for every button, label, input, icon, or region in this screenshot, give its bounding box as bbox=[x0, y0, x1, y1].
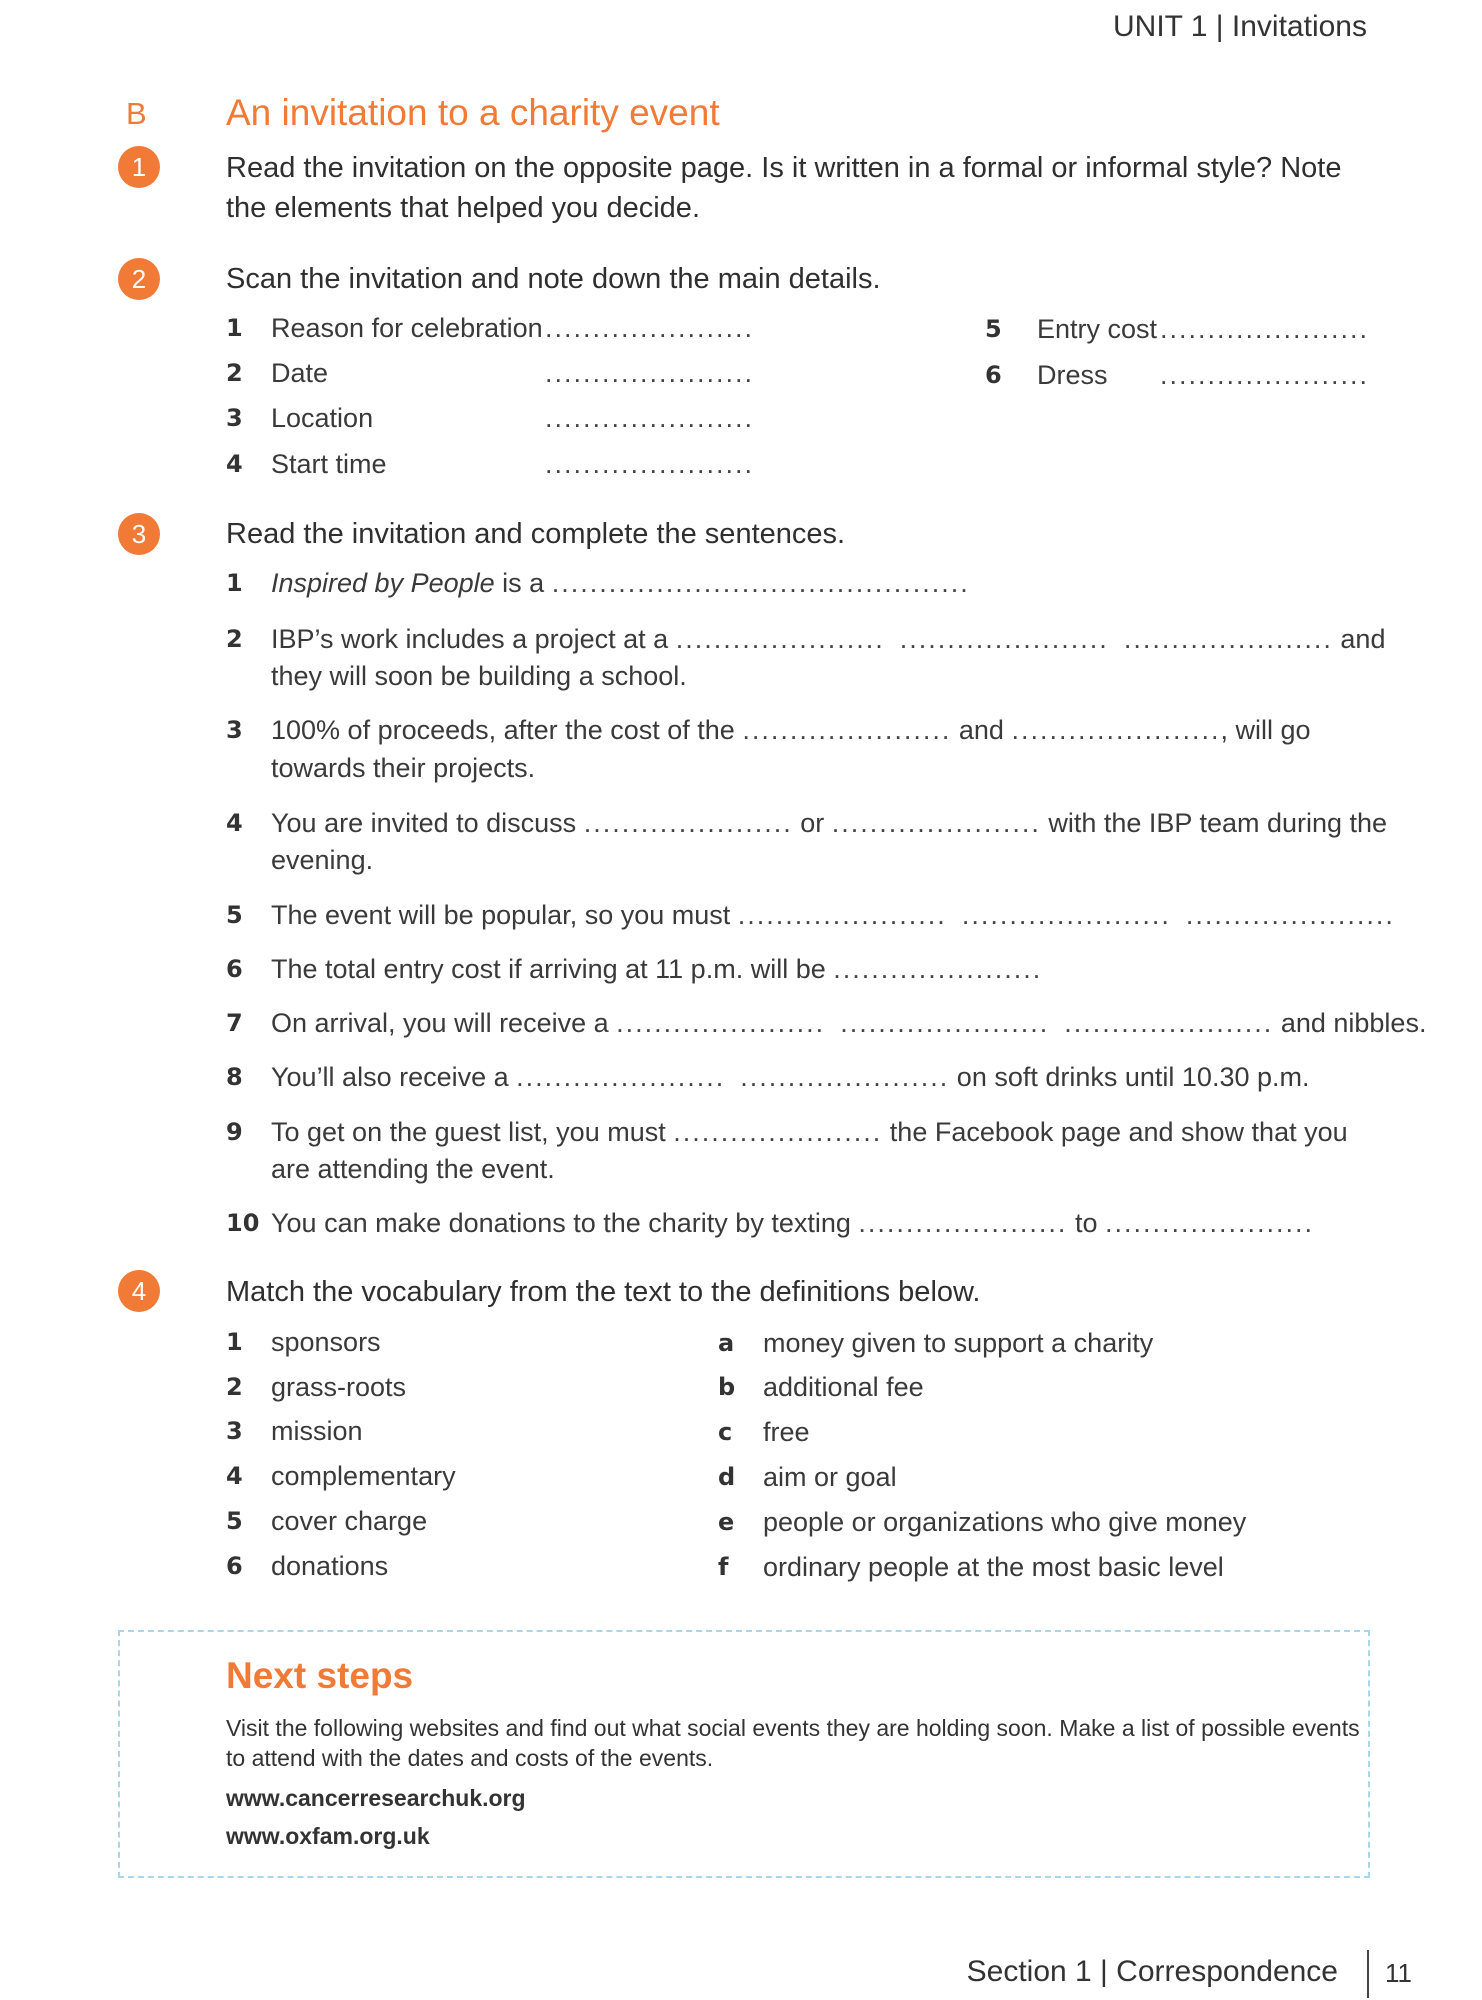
answer-blank[interactable]: ...................... bbox=[545, 403, 755, 433]
answer-blank[interactable]: ...................... bbox=[858, 1208, 1068, 1238]
answer-blank[interactable]: ...................... bbox=[899, 624, 1109, 654]
answer-blank[interactable]: ............................................ bbox=[551, 568, 970, 598]
answer-blank[interactable]: ...................... bbox=[1123, 624, 1333, 654]
sentence-text: 100% of proceeds, after the cost of the bbox=[271, 715, 735, 745]
sentence-text: On arrival, you will receive a bbox=[271, 1008, 609, 1038]
sentence-text: IBP’s work includes a project at a bbox=[271, 624, 669, 654]
sentence-text: You are invited to discuss bbox=[271, 808, 577, 838]
sentence-text: and nibbles. bbox=[1280, 1008, 1427, 1038]
sentence-number: 8 bbox=[226, 1063, 243, 1091]
answer-blank[interactable]: ...................... bbox=[545, 358, 755, 388]
definition-text: money given to support a charity bbox=[763, 1328, 1154, 1358]
answer-blank[interactable]: ...................... bbox=[1105, 1208, 1315, 1238]
detail-number: 1 bbox=[226, 314, 243, 342]
answer-blank[interactable]: ...................... bbox=[840, 1008, 1050, 1038]
vocab-word: cover charge bbox=[271, 1506, 428, 1536]
answer-blank[interactable]: ...................... bbox=[1185, 900, 1395, 930]
detail-label: Dress bbox=[1037, 360, 1108, 390]
definition-letter: f bbox=[718, 1553, 729, 1581]
sentence-text: the Facebook page and show that you bbox=[889, 1117, 1348, 1147]
sentence-number: 6 bbox=[226, 955, 243, 983]
exercise-number-4: 4 bbox=[118, 1270, 160, 1312]
vocab-number: 6 bbox=[226, 1552, 243, 1580]
answer-blank[interactable]: ...................... bbox=[740, 1062, 950, 1092]
definition-text: aim or goal bbox=[763, 1462, 897, 1492]
vocab-word: mission bbox=[271, 1416, 363, 1446]
detail-label: Location bbox=[271, 403, 374, 433]
sentence-number: 10 bbox=[226, 1209, 260, 1237]
website-link[interactable]: www.cancerresearchuk.org bbox=[226, 1785, 526, 1811]
answer-blank[interactable]: ...................... bbox=[675, 624, 885, 654]
answer-blank[interactable]: ...................... bbox=[737, 900, 947, 930]
sentence-number: 3 bbox=[226, 716, 243, 744]
exercise-1-instruction: Read the invitation on the opposite page. Is it written in a formal or informal style? Note the elements that helped you decide. bbox=[226, 152, 1342, 224]
answer-blank[interactable]: ...................... bbox=[742, 715, 952, 745]
answer-blank[interactable]: ...................... bbox=[1011, 715, 1221, 745]
detail-number: 3 bbox=[226, 404, 243, 432]
section-letter: B bbox=[126, 96, 147, 131]
vocab-word: grass-roots bbox=[271, 1372, 407, 1402]
page-footer: Section 1 | Correspondence bbox=[966, 1955, 1338, 1988]
sentence-text: You can make donations to the charity by texting bbox=[271, 1208, 851, 1238]
exercise-2-instruction: Scan the invitation and note down the main details. bbox=[226, 263, 881, 295]
sentence-text: , will go bbox=[1220, 715, 1311, 745]
detail-number: 5 bbox=[985, 315, 1002, 343]
answer-blank[interactable]: ...................... bbox=[673, 1117, 883, 1147]
sentence-number: 5 bbox=[226, 901, 243, 929]
sentence-text: or bbox=[800, 808, 825, 838]
sentence-text: on soft drinks until 10.30 p.m. bbox=[956, 1062, 1310, 1092]
sentence-number: 1 bbox=[226, 569, 243, 597]
answer-blank[interactable]: ...................... bbox=[831, 808, 1041, 838]
page-number: 11 bbox=[1385, 1958, 1412, 1988]
vocab-word: sponsors bbox=[271, 1327, 381, 1357]
detail-label: Start time bbox=[271, 449, 387, 479]
detail-label: Date bbox=[271, 358, 329, 388]
definition-letter: d bbox=[718, 1463, 736, 1491]
sentence-9-continued: are attending the event. bbox=[271, 1154, 555, 1184]
vocab-number: 3 bbox=[226, 1417, 243, 1445]
answer-blank[interactable]: ...................... bbox=[616, 1008, 826, 1038]
vocab-number: 5 bbox=[226, 1507, 243, 1535]
sentence-text: with the IBP team during the bbox=[1048, 808, 1388, 838]
sentence-italic-text: Inspired by People bbox=[271, 568, 495, 598]
definition-letter: c bbox=[718, 1418, 733, 1446]
section-title: An invitation to a charity event bbox=[226, 92, 720, 133]
next-steps-text: Visit the following websites and find out what social events they are holding soon. Make a list of possible events to attend with the dates and costs of the events. bbox=[226, 1715, 1360, 1771]
definition-text: additional fee bbox=[763, 1372, 924, 1402]
sentence-text: To get on the guest list, you must bbox=[271, 1117, 666, 1147]
answer-blank[interactable]: ...................... bbox=[833, 954, 1043, 984]
answer-blank[interactable]: ...................... bbox=[1160, 314, 1370, 344]
vocab-number: 1 bbox=[226, 1328, 243, 1356]
answer-blank[interactable]: ...................... bbox=[1064, 1008, 1274, 1038]
answer-blank[interactable]: ...................... bbox=[516, 1062, 726, 1092]
definition-letter: e bbox=[718, 1508, 735, 1536]
sentence-text: and bbox=[958, 715, 1004, 745]
exercise-3-instruction: Read the invitation and complete the sentences. bbox=[226, 518, 846, 550]
detail-number: 6 bbox=[985, 361, 1002, 389]
definition-letter: b bbox=[718, 1373, 736, 1401]
vocab-word: complementary bbox=[271, 1461, 456, 1491]
sentence-text: The total entry cost if arriving at 11 p.m. will be bbox=[271, 954, 826, 984]
exercise-number-3: 3 bbox=[118, 513, 160, 555]
answer-blank[interactable]: ...................... bbox=[1160, 360, 1370, 390]
page-header: UNIT 1 | Invitations bbox=[1112, 10, 1367, 43]
detail-number: 2 bbox=[226, 359, 243, 387]
sentence-text: and bbox=[1340, 624, 1386, 654]
exercise-4-instruction: Match the vocabulary from the text to the definitions below. bbox=[226, 1276, 981, 1308]
sentence-text: to bbox=[1074, 1208, 1098, 1238]
sentence-number: 2 bbox=[226, 625, 243, 653]
sentence-number: 9 bbox=[226, 1118, 243, 1146]
footer-divider bbox=[1367, 1950, 1369, 1998]
website-link[interactable]: www.oxfam.org.uk bbox=[226, 1823, 430, 1849]
detail-label: Reason for celebration bbox=[271, 313, 543, 343]
sentence-3-continued: towards their projects. bbox=[271, 753, 536, 783]
definition-letter: a bbox=[718, 1329, 735, 1357]
vocab-number: 2 bbox=[226, 1373, 243, 1401]
answer-blank[interactable]: ...................... bbox=[583, 808, 793, 838]
definition-text: free bbox=[763, 1417, 810, 1447]
vocab-number: 4 bbox=[226, 1462, 243, 1490]
detail-label: Entry cost bbox=[1037, 314, 1158, 344]
next-steps-title: Next steps bbox=[226, 1655, 414, 1696]
sentence-text: is a bbox=[494, 568, 552, 598]
detail-number: 4 bbox=[226, 450, 243, 478]
sentence-2-continued: they will soon be building a school. bbox=[271, 661, 687, 691]
definition-text: ordinary people at the most basic level bbox=[763, 1552, 1224, 1582]
vocab-word: donations bbox=[271, 1551, 389, 1581]
answer-blank[interactable]: ...................... bbox=[545, 313, 755, 343]
exercise-number-2: 2 bbox=[118, 258, 160, 300]
sentence-number: 4 bbox=[226, 809, 243, 837]
answer-blank[interactable]: ...................... bbox=[545, 449, 755, 479]
definition-text: people or organizations who give money bbox=[763, 1507, 1247, 1537]
answer-blank[interactable]: ...................... bbox=[961, 900, 1171, 930]
exercise-number-1: 1 bbox=[118, 146, 160, 188]
sentence-text: You’ll also receive a bbox=[271, 1062, 509, 1092]
sentence-number: 7 bbox=[226, 1009, 243, 1037]
sentence-text: The event will be popular, so you must bbox=[271, 900, 731, 930]
sentence-4-continued: evening. bbox=[271, 845, 374, 875]
